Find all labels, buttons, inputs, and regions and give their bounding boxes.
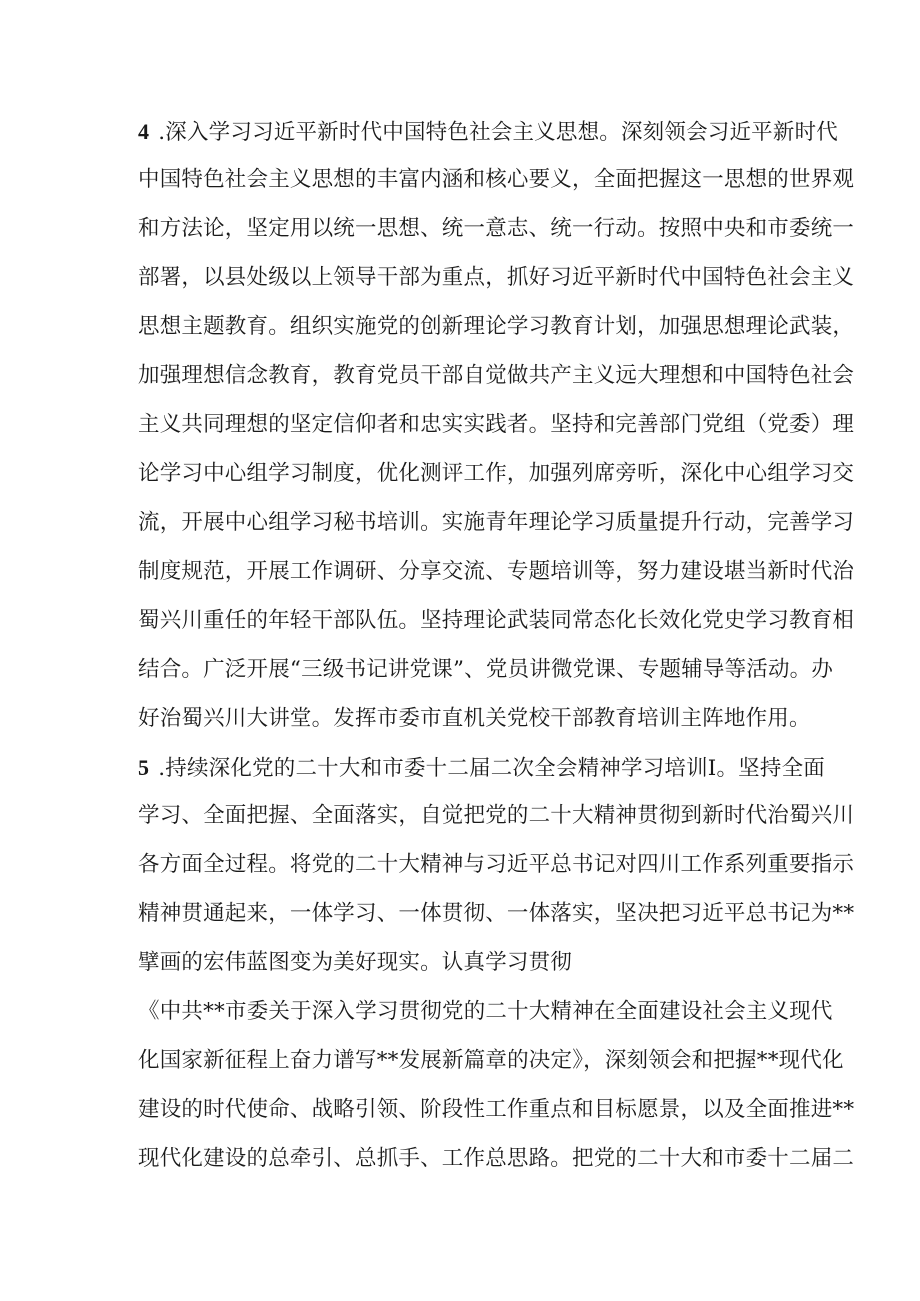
section-4-line-1 [138,112,838,152]
section-5-line-4: 精神贯通起来，一体学习、一体贯彻、一体落实，坚决把习近平总书记为** [138,901,855,926]
section-4-number: 4 [138,119,150,144]
section-4-line-5: 思想主题教育。组织实施党的创新理论学习教育计划，加强思想理论武装， [138,314,855,339]
section-4-line-6: 加强理想信念教育，教育党员干部自觉做共产主义远大理想和中国特色社会 [138,363,855,388]
section-4-line-13: 好治蜀兴川大讲堂。发挥市委市直机关党校干部教育培训主阵地作用。 [138,706,811,731]
section-5-line-1 [138,748,825,788]
section-5-line-6: 《中共**市委关于深入学习贯彻党的二十大精神在全面建设社会主义现代 [138,999,833,1024]
section-4-line-2: 中国特色社会主义思想的丰富内涵和核心要义，全面把握这一思想的世界观 [138,167,855,192]
section-4-line-12: 结合。广泛开展“三级书记讲党课”、党员讲微党课、专题辅导等活动。办 [138,657,834,682]
section-4-line-9: 流，开展中心组学习秘书培训。实施青年理论学习质量提升行动，完善学习 [138,510,855,535]
section-5-line-8: 建设的时代使命、战略引领、阶段性工作重点和目标愿景，以及全面推进** [138,1097,855,1122]
section-4-line-7: 主义共同理想的坚定信仰者和忠实实践者。坚持和完善部门党组（党委）理 [138,412,855,437]
section-4-line-3: 和方法论，坚定用以统一思想、统一意志、统一行动。按照中央和市委统一 [138,216,855,241]
section-5-heading-text: .持续深化党的二十大和市委十二届二次全会精神学习培训I。坚持全面 [151,756,825,781]
section-4-line-8: 论学习中心组学习制度，优化测评工作，加强列席旁听，深化中心组学习交 [138,461,855,486]
section-5-line-3: 各方面全过程。将党的二十大精神与习近平总书记对四川工作系列重要指示 [138,852,855,877]
section-5-line-2: 学习、全面把握、全面落实，自觉把党的二十大精神贯彻到新时代治蜀兴川 [138,803,855,828]
section-4-heading-text: .深入学习习近平新时代中国特色社会主义思想。深刻领会习近平新时代 [151,120,838,145]
section-5-line-5: 擘画的宏伟蓝图变为美好现实。认真学习贯彻 [138,950,573,975]
section-5-line-7: 化国家新征程上奋力谱写**发展新篇章的决定》，深刻领会和把握**现代化 [138,1048,844,1073]
section-5-number: 5 [138,755,150,780]
section-4-line-10: 制度规范，开展工作调研、分享交流、专题培训等，努力建设堪当新时代治 [138,559,855,584]
section-4-line-4: 部署，以县处级以上领导干部为重点，抓好习近平新时代中国特色社会主义 [138,265,855,290]
section-5-line-9: 现代化建设的总牵引、总抓手、工作总思路。把党的二十大和市委十二届二 [138,1146,855,1171]
section-4-line-11: 蜀兴川重任的年轻干部队伍。坚持理论武装同常态化长效化党史学习教育相 [138,608,855,633]
